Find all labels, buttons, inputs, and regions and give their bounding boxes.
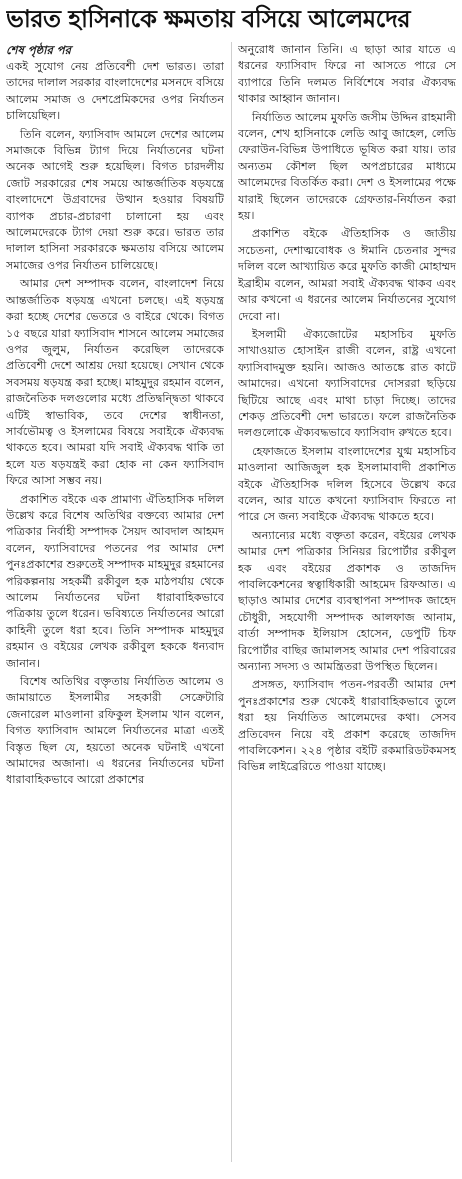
paragraph: ইসলামী ঐক্যজোটের মহাসচিব মুফতি সাখাওয়াত হোসাইন রাজী বলেন, রাষ্ট্র এখনো ফ্যাসিবাদমুক্ত হয়নি। আজও আতঙ্কে রাত কাটে আমাদের। এখনো ফ্যাসিবাদের দোসররা ছড়িয়ে ছিটিয়ে আছে এবং মাথা চাড়া দিচ্ছে। তাদের শেকড় প্রতিবেশী দেশ ভারতে। ফলে রাজনৈতিক দলগুলোকে ঐক্যবদ্ধভাবে ফ্যাসিবাদ রুখতে হবে। xyxy=(238,327,456,440)
headline: ভারত হাসিনাকে ক্ষমতায় বসিয়ে আলেমদের xyxy=(6,5,411,33)
article-columns xyxy=(6,42,456,1172)
paragraph: তিনি বলেন, ফ্যাসিবাদ আমলে দেশের আলেম সমাজকে বিভিন্ন ট্যাগ দিয়ে নির্যাতনের ঘটনা অনেক আগেই শুরু হয়েছিল। বিগত চারদলীয় জোট সরকারের শেষ সময়ে আন্তর্জাতিক ষড়যন্ত্রে বাংলাদেশে উগ্রবাদের উত্থান হওয়ার বিষয়টি ব্যাপক প্রচার-প্রচারণা চালানো হয় এবং আলেমদেরকে ট্যাগ দেয়া শুরু করে। ভারত তার দালাল হাসিনা সরকারকে ক্ষমতায় বসিয়ে আলেম সমাজের ওপর নির্যাতন চালিয়েছে। xyxy=(6,127,224,272)
paragraph: হেফাজতে ইসলাম বাংলাদেশের যুগ্ম মহাসচিব মাওলানা আজিজুল হক ইসলামাবাদী প্রকাশিত বইকে ঐতিহাসিক দলিল হিসেবে উল্লেখ করে বলেন, আর যাতে কখনো ফ্যাসিবাদ ফিরতে না পারে সে জন্য সবাইকে ঐক্যবদ্ধ থাকতে হবে। xyxy=(238,444,456,524)
continued-label: শেষ পৃষ্ঠার পর xyxy=(6,43,71,57)
paragraph: অন্যান্যের মধ্যে বক্তৃতা করেন, বইয়ের লেখক আমার দেশ পত্রিকার সিনিয়র রিপোর্টার রকীবুল হক এবং বইয়ের প্রকাশক ও তাজদিদ পাবলিকেশনের স্বত্বাধিকারী আহমেদ রিফআত। এ ছাড়াও আমার দেশের ব্যবস্থাপনা সম্পাদক জাহেদ চৌধুরী, সহযোগী সম্পাদক আলফাজ আনাম, বার্তা সম্পাদক ইলিয়াস হোসেন, ডেপুটি চিফ রিপোর্টার বাছির জামালসহ আমার দেশ পরিবারের অন্যান্য সদস্য ও আমন্ত্রিতরা উপস্থিত ছিলেন। xyxy=(238,528,456,674)
paragraph: একই সুযোগ নেয় প্রতিবেশী দেশ ভারত। তারা তাদের দালাল সরকার বাংলাদেশের মসনদে বসিয়ে আলেম সমাজ ও দেশপ্রেমিকদের ওপর নির্যাতন চালিয়েছিল। xyxy=(6,60,224,123)
column-divider xyxy=(231,42,232,1162)
paragraph: অনুরোধ জানান তিনি। এ ছাড়া আর যাতে এ ধরনের ফ্যাসিবাদ ফিরে না আসতে পারে সে ব্যাপারে তিনি দলমত নির্বিশেষে সবার ঐক্যবদ্ধ থাকার আহ্বান জানান। xyxy=(238,43,456,106)
paragraph: প্রসঙ্গত, ফ্যাসিবাদ পতন-পরবর্তী আমার দেশ পুনঃপ্রকাশের শুরু থেকেই ধারাবাহিকভাবে তুলে ধরা হয় নির্যাতিত আলেমদের কথা। সেসব প্রতিবেদন নিয়ে বই প্রকাশ করেছে তাজদিদ পাবলিকেশন। ২২৪ পৃষ্ঠার বইটি রকমারিডটকমসহ বিভিন্ন লাইব্রেরিতে পাওয়া যাচ্ছে। xyxy=(238,678,456,774)
right-column xyxy=(238,42,456,1172)
paragraph: প্রকাশিত বইকে ঐতিহাসিক ও জাতীয় সচেতনা, দেশাত্মবোধক ও ঈমানি চেতনার সুন্দর দলিল বলে আখ্যায়িত করে মুফতি কাজী মোহাম্মদ ইব্রাহীম বলেন, আমরা সবাই ঐক্যবদ্ধ থাকব এবং আর কখনো এ ধরনের আলেম নির্যাতনের সুযোগ দেবো না। xyxy=(238,227,456,323)
paragraph: আমার দেশ সম্পাদক বলেন, বাংলাদেশ নিয়ে আন্তর্জাতিক ষড়যন্ত্র এখনো চলছে। এই ষড়যন্ত্র করা হচ্ছে দেশের ভেতরে ও বাইরে থেকে। বিগত ১৫ বছরে যারা ফ্যাসিবাদ শাসনে আলেম সমাজের ওপর জুলুম, নির্যাতন করেছিল তাদেরকে প্রতিবেশী দেশে আশ্রয় দেয়া হয়েছে। সেখান থেকে সবসময় ষড়যন্ত্র করা হচ্ছে। মাহমুদুর রহমান বলেন, রাজনৈতিক দলগুলোর মধ্যে প্রতিদ্বন্দ্বিতা থাকবে এটিই স্বাভাবিক, তবে দেশের স্বাধীনতা, সার্বভৌমত্ব ও ইসলামের বিষয়ে সবাইকে ঐক্যবদ্ধ থাকতে হবে। আমরা যদি সবাই ঐক্যবদ্ধ থাকি তা হলে যত ষড়যন্ত্রই করা হোক না কেন ফ্যাসিবাদ ফিরে আসা সম্ভব নয়। xyxy=(6,277,224,488)
paragraph: বিশেষ অতিথির বক্তৃতায় নির্যাতিত আলেম ও জামায়াতে ইসলামীর সহকারী সেক্রেটারি জেনারেল মাওলানা রফিকুল ইসলাম খান বলেন, বিগত ফ্যাসিবাদ আমলে নির্যাতনের মাত্রা এতই বিস্তৃত ছিল যে, হয়তো অনেক ঘটনাই এখনো আমাদের অজানা। এ ধরনের নির্যাতনের ঘটনা ধারাবাহিকভাবে আরো প্রকাশের xyxy=(6,675,224,787)
paragraph: নির্যাতিত আলেম মুফতি জসীম উদ্দিন রাহমানী বলেন, শেখ হাসিনাকে লেডি আবু জাহেল, লেডি ফেরাউন-বিভিন্ন উপাধিতে ভূষিত করা যায়। তার অন্যতম কৌশল ছিল অপপ্রচারের মাধ্যমে আলেমদের বিতর্কিত করা। দেশ ও ইসলামের পক্ষে যারাই ছিলেন তাদেরকে গ্রেফতার-নির্যাতন করা হয়। xyxy=(238,110,456,223)
paragraph: প্রকাশিত বইকে এক প্রামাণ্য ঐতিহাসিক দলিল উল্লেখ করে বিশেষ অতিথির বক্তব্যে আমার দেশ পত্রিকার নির্বাহী সম্পাদক সৈয়দ আবদাল আহমদ বলেন, ফ্যাসিবাদের পতনের পর আমার দেশ পুনঃপ্রকাশের শুরুতেই সম্পাদক মাহমুদুর রহমানের পরিকল্পনায় সহকর্মী রকীবুল হক মাঠপর্যায় থেকে আলেম নির্যাতনের ঘটনা ধারাবাহিকভাবে পত্রিকায় তুলে ধরেন। ভবিষ্যতে নির্যাতনের আরো কাহিনী তুলে ধরা হবে। তিনি সম্পাদক মাহমুদুর রহমান ও বইয়ের লেখক রকীবুল হককে ধন্যবাদ জানান। xyxy=(6,492,224,670)
left-column xyxy=(6,42,224,1172)
